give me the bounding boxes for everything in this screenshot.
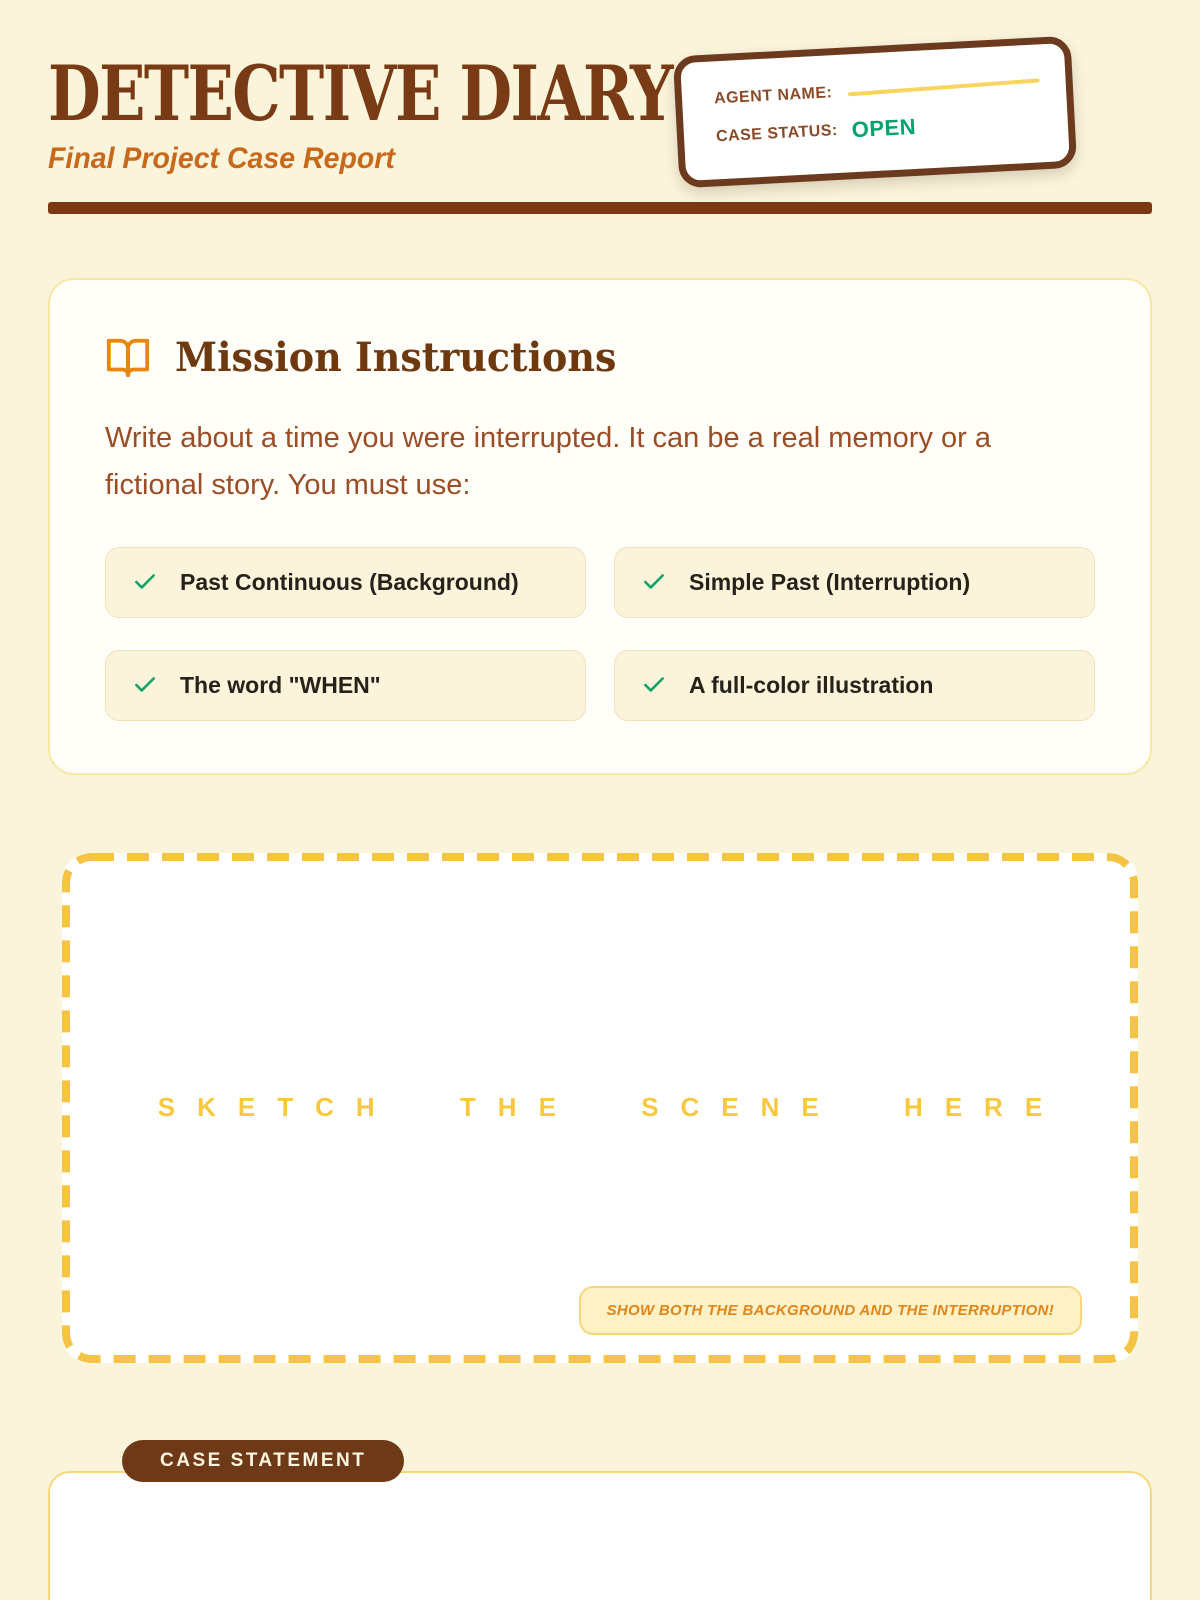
requirement-label: Past Continuous (Background) (180, 568, 519, 595)
check-icon (641, 569, 667, 595)
agent-badge (673, 36, 1077, 189)
header (48, 0, 1152, 176)
page-subtitle: Final Project Case Report (48, 142, 395, 175)
mission-instructions-card (48, 278, 1152, 775)
open-book-icon (105, 335, 151, 381)
mission-body-text: Write about a time you were interrupted. It can be a real memory or a fictional story. You must use: (105, 422, 991, 501)
agent-name-label: AGENT NAME: (713, 84, 833, 108)
sketch-canvas[interactable] (62, 853, 1138, 1363)
requirements-grid (105, 547, 1095, 721)
mission-heading (105, 334, 1095, 381)
agent-name-blank-line[interactable] (848, 78, 1039, 96)
case-statement-section (48, 1440, 1152, 1600)
requirement-item (614, 547, 1095, 618)
requirement-item (105, 650, 586, 721)
check-icon (132, 672, 158, 698)
case-statement-box[interactable] (48, 1471, 1152, 1600)
requirement-item (614, 650, 1095, 721)
mission-title: Mission Instructions (175, 334, 617, 381)
requirement-label: A full-color illustration (689, 671, 934, 698)
check-icon (641, 672, 667, 698)
requirement-label: Simple Past (Interruption) (689, 568, 971, 595)
sketch-note: SHOW BOTH THE BACKGROUND AND THE INTERRUPTION! (579, 1286, 1082, 1335)
case-status-row (715, 107, 1042, 150)
requirement-label: The word "WHEN" (180, 671, 381, 698)
case-status-label: CASE STATUS: (715, 121, 839, 146)
case-statement-label: CASE STATEMENT (122, 1440, 404, 1482)
divider (48, 202, 1152, 214)
requirement-item (105, 547, 586, 618)
sketch-placeholder: SKETCH THE SCENE HERE (157, 1092, 1065, 1123)
case-status-value: OPEN (851, 113, 917, 143)
agent-name-row (714, 73, 1040, 108)
check-icon (132, 569, 158, 595)
page-title: DETECTIVE DIARY (48, 49, 672, 138)
